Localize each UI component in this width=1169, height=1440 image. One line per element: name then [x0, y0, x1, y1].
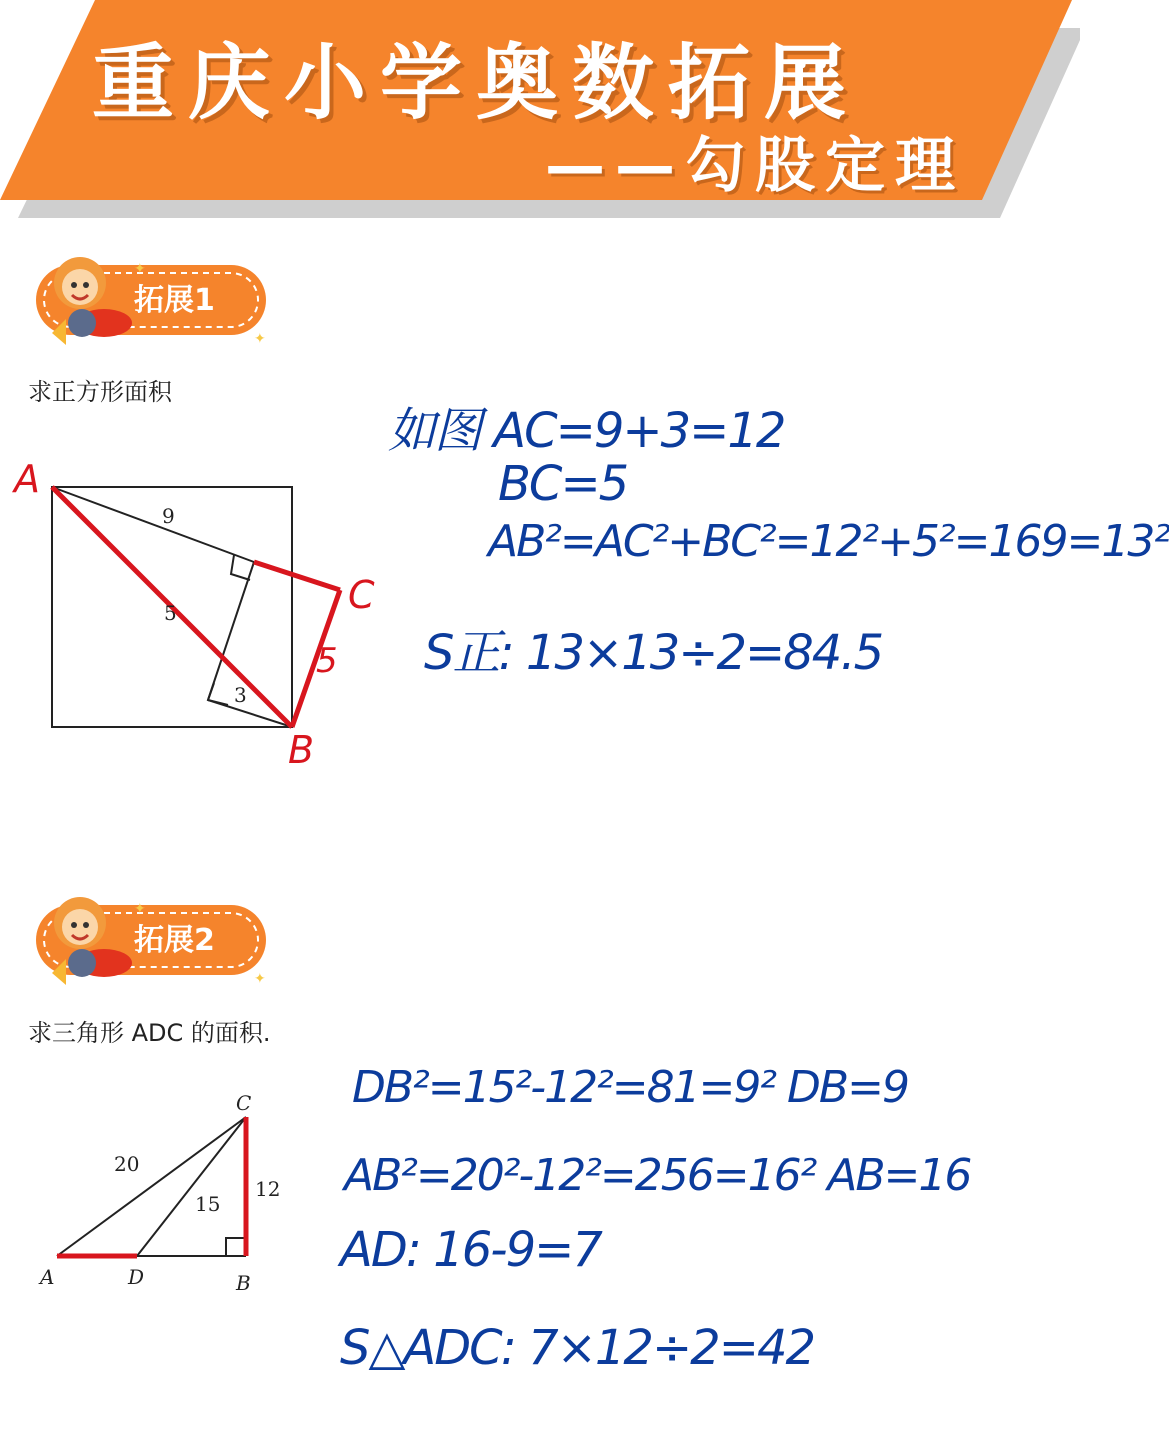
right-angle-mark [226, 1238, 246, 1256]
page-title: 重庆小学奥数拓展 [92, 36, 861, 131]
section2-solution-line4: S△ADC: 7×12÷2=42 [340, 1320, 815, 1376]
section1-solution-line3: AB²=AC²+BC²=12²+5²=169=13² [488, 516, 1169, 567]
label-15: 15 [195, 1192, 221, 1216]
segment-ac [57, 1117, 246, 1256]
section1-solution-line2: BC=5 [498, 456, 628, 512]
page-subtitle: ——勾股定理 [545, 131, 965, 201]
label-5: 5 [164, 601, 177, 625]
header-banner [0, 0, 1080, 230]
section2-figure [0, 1080, 320, 1300]
point-c-label: C [236, 1091, 252, 1115]
section2-solution-line2: AB²=20²-12²=256=16² AB=16 [344, 1150, 971, 1201]
label-bc-5: 5 [316, 641, 338, 681]
svg-text:✦: ✦ [254, 331, 266, 347]
red-segment-to-c [254, 562, 340, 590]
segment-dc [137, 1117, 246, 1256]
svg-text:✦: ✦ [134, 261, 146, 277]
section2-question: 求三角形 ADC 的面积. [28, 1019, 271, 1047]
label-20: 20 [114, 1152, 140, 1176]
section1-badge [22, 245, 272, 355]
svg-text:✦: ✦ [254, 971, 266, 987]
point-b-label: B [288, 728, 315, 772]
section1-badge-label: 拓展1 [134, 283, 215, 318]
svg-text:✦: ✦ [134, 901, 146, 917]
label-3: 3 [234, 683, 247, 707]
section2-solution-line3: AD: 16-9=7 [340, 1222, 601, 1278]
point-d-label: D [128, 1265, 145, 1289]
section2-badge-label: 拓展2 [134, 923, 215, 958]
label-12: 12 [255, 1177, 281, 1201]
section1-figure [0, 440, 400, 780]
right-angle-mark-2 [208, 683, 228, 705]
section2-badge [22, 885, 272, 995]
section1-solution-line4: S正: 13×13÷2=84.5 [424, 625, 883, 681]
segment-9 [52, 487, 254, 562]
point-a-label: A [40, 1265, 55, 1289]
section1-solution-line1: 如图 AC=9+3=12 [388, 403, 785, 459]
point-b-label: B [236, 1271, 251, 1295]
point-c-label: C [348, 573, 375, 617]
label-9: 9 [162, 504, 175, 528]
section2-solution-line1: DB²=15²-12²=81=9² DB=9 [352, 1062, 908, 1113]
point-a-label: A [14, 457, 40, 501]
section1-question: 求正方形面积 [28, 378, 172, 406]
